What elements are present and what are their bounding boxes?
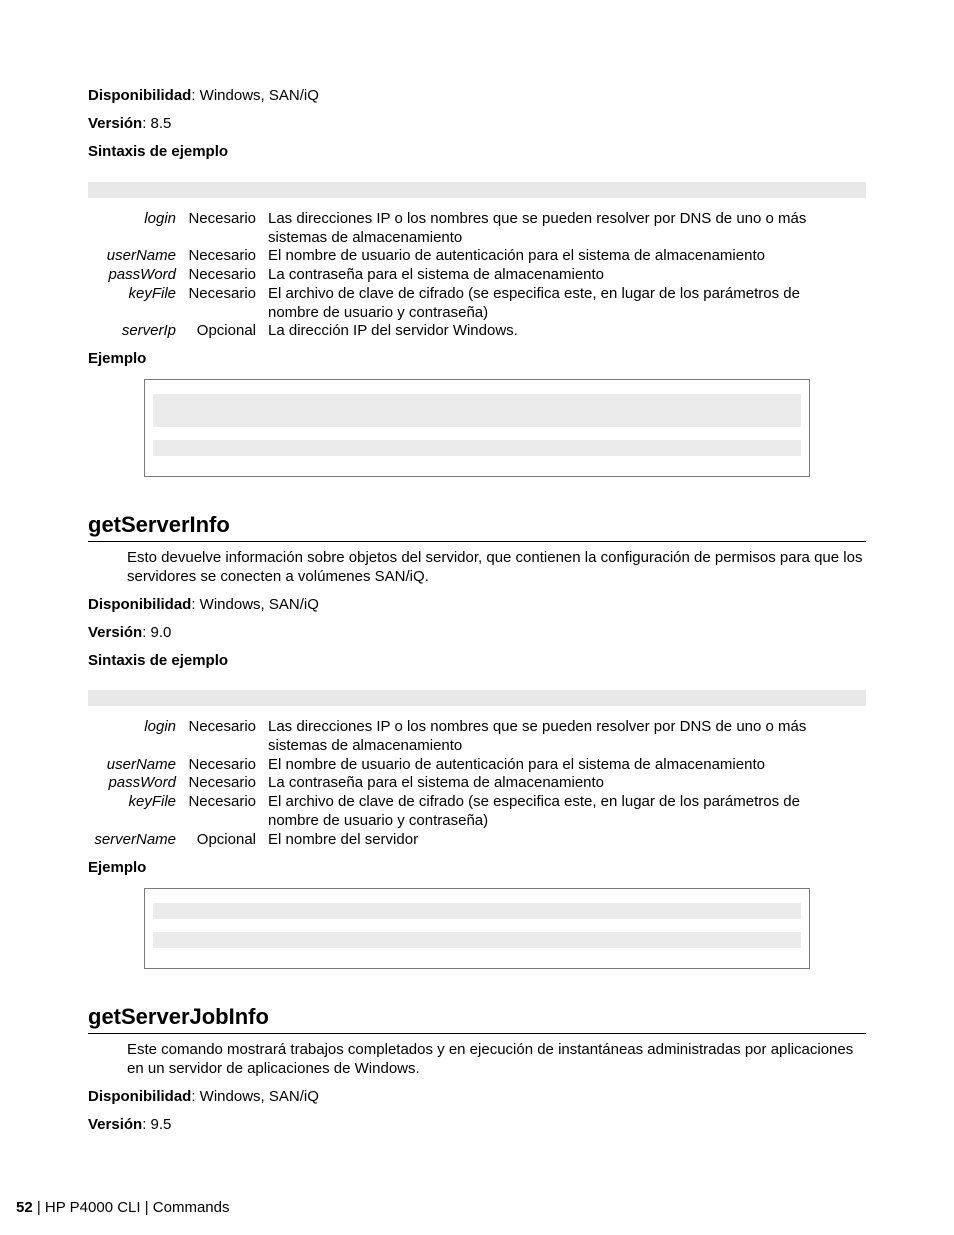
param-name: login	[144, 718, 176, 735]
param-description: La dirección IP del servidor Windows.	[268, 322, 518, 339]
page-footer	[16, 1198, 229, 1217]
param-requirement: Necesario	[188, 210, 256, 227]
param-name: passWord	[108, 266, 176, 283]
footer-text: | HP P4000 CLI | Commands	[36, 1199, 230, 1216]
section-description: Esto devuelve información sobre objetos del servidor, que contienen la configuración de permisos para que los servidores se conecten a volúmenes SAN/iQ.	[127, 549, 863, 585]
availability-value: : Windows, SAN/iQ	[191, 596, 319, 613]
param-requirement: Necesario	[188, 285, 256, 302]
page-number: 52	[16, 1199, 33, 1216]
param-requirement: Necesario	[188, 793, 256, 810]
example-code-line	[153, 394, 801, 427]
section-title: getServerJobInfo	[88, 1004, 269, 1029]
version-value: : 9.5	[142, 1116, 172, 1133]
param-description: El nombre de usuario de autenticación para el sistema de almacenamiento	[268, 247, 765, 264]
availability-value: : Windows, SAN/iQ	[191, 1088, 319, 1105]
param-description: Las direcciones IP o los nombres que se pueden resolver por DNS de uno o más sistemas de almacenamiento	[268, 210, 807, 246]
param-requirement: Necesario	[188, 756, 256, 773]
param-requirement: Opcional	[196, 831, 256, 848]
version-line	[88, 1115, 171, 1134]
availability-label: Disponibilidad	[88, 87, 192, 104]
availability-line	[88, 595, 319, 614]
version-line	[88, 114, 171, 133]
param-requirement: Opcional	[196, 322, 256, 339]
syntax-code-block	[88, 182, 866, 198]
param-name: login	[144, 210, 176, 227]
availability-line	[88, 86, 319, 105]
example-heading: Ejemplo	[88, 350, 147, 367]
version-label: Versión	[88, 115, 143, 132]
param-name: keyFile	[128, 285, 176, 302]
syntax-code-block	[88, 690, 866, 706]
param-requirement: Necesario	[188, 718, 256, 735]
param-name: serverName	[94, 831, 176, 848]
param-description: El archivo de clave de cifrado (se especifica este, en lugar de los parámetros de nombre de usuario y contraseña)	[268, 793, 800, 829]
version-value: : 9.0	[142, 624, 172, 641]
param-description: El archivo de clave de cifrado (se especifica este, en lugar de los parámetros de nombre de usuario y contraseña)	[268, 285, 800, 321]
syntax-heading: Sintaxis de ejemplo	[88, 143, 229, 160]
version-label: Versión	[88, 624, 143, 641]
example-code-line	[153, 903, 801, 919]
example-code-box	[144, 888, 810, 969]
param-description: La contraseña para el sistema de almacenamiento	[268, 266, 605, 283]
syntax-heading: Sintaxis de ejemplo	[88, 652, 229, 669]
section-rule	[88, 1033, 866, 1034]
version-line	[88, 623, 171, 642]
example-code-line	[153, 932, 801, 948]
param-name: passWord	[108, 774, 176, 791]
param-name: serverIp	[121, 322, 176, 339]
version-label: Versión	[88, 1116, 143, 1133]
example-code-line	[153, 440, 801, 456]
param-description: La contraseña para el sistema de almacenamiento	[268, 774, 605, 791]
param-description: El nombre de usuario de autenticación para el sistema de almacenamiento	[268, 756, 765, 773]
param-name: userName	[106, 756, 176, 773]
param-description: El nombre del servidor	[268, 831, 419, 848]
param-requirement: Necesario	[188, 266, 256, 283]
example-heading: Ejemplo	[88, 859, 147, 876]
example-code-box	[144, 379, 810, 477]
section-rule	[88, 541, 866, 542]
version-value: : 8.5	[142, 115, 172, 132]
param-name: keyFile	[128, 793, 176, 810]
section-description: Este comando mostrará trabajos completados y en ejecución de instantáneas administradas por aplicaciones en un servidor de aplicaciones de Windows.	[127, 1041, 854, 1077]
param-requirement: Necesario	[188, 247, 256, 264]
param-description: Las direcciones IP o los nombres que se pueden resolver por DNS de uno o más sistemas de almacenamiento	[268, 718, 807, 754]
availability-value: : Windows, SAN/iQ	[191, 87, 319, 104]
param-requirement: Necesario	[188, 774, 256, 791]
param-name: userName	[106, 247, 176, 264]
availability-label: Disponibilidad	[88, 596, 192, 613]
availability-line	[88, 1087, 319, 1106]
section-title: getServerInfo	[88, 512, 230, 537]
availability-label: Disponibilidad	[88, 1088, 192, 1105]
